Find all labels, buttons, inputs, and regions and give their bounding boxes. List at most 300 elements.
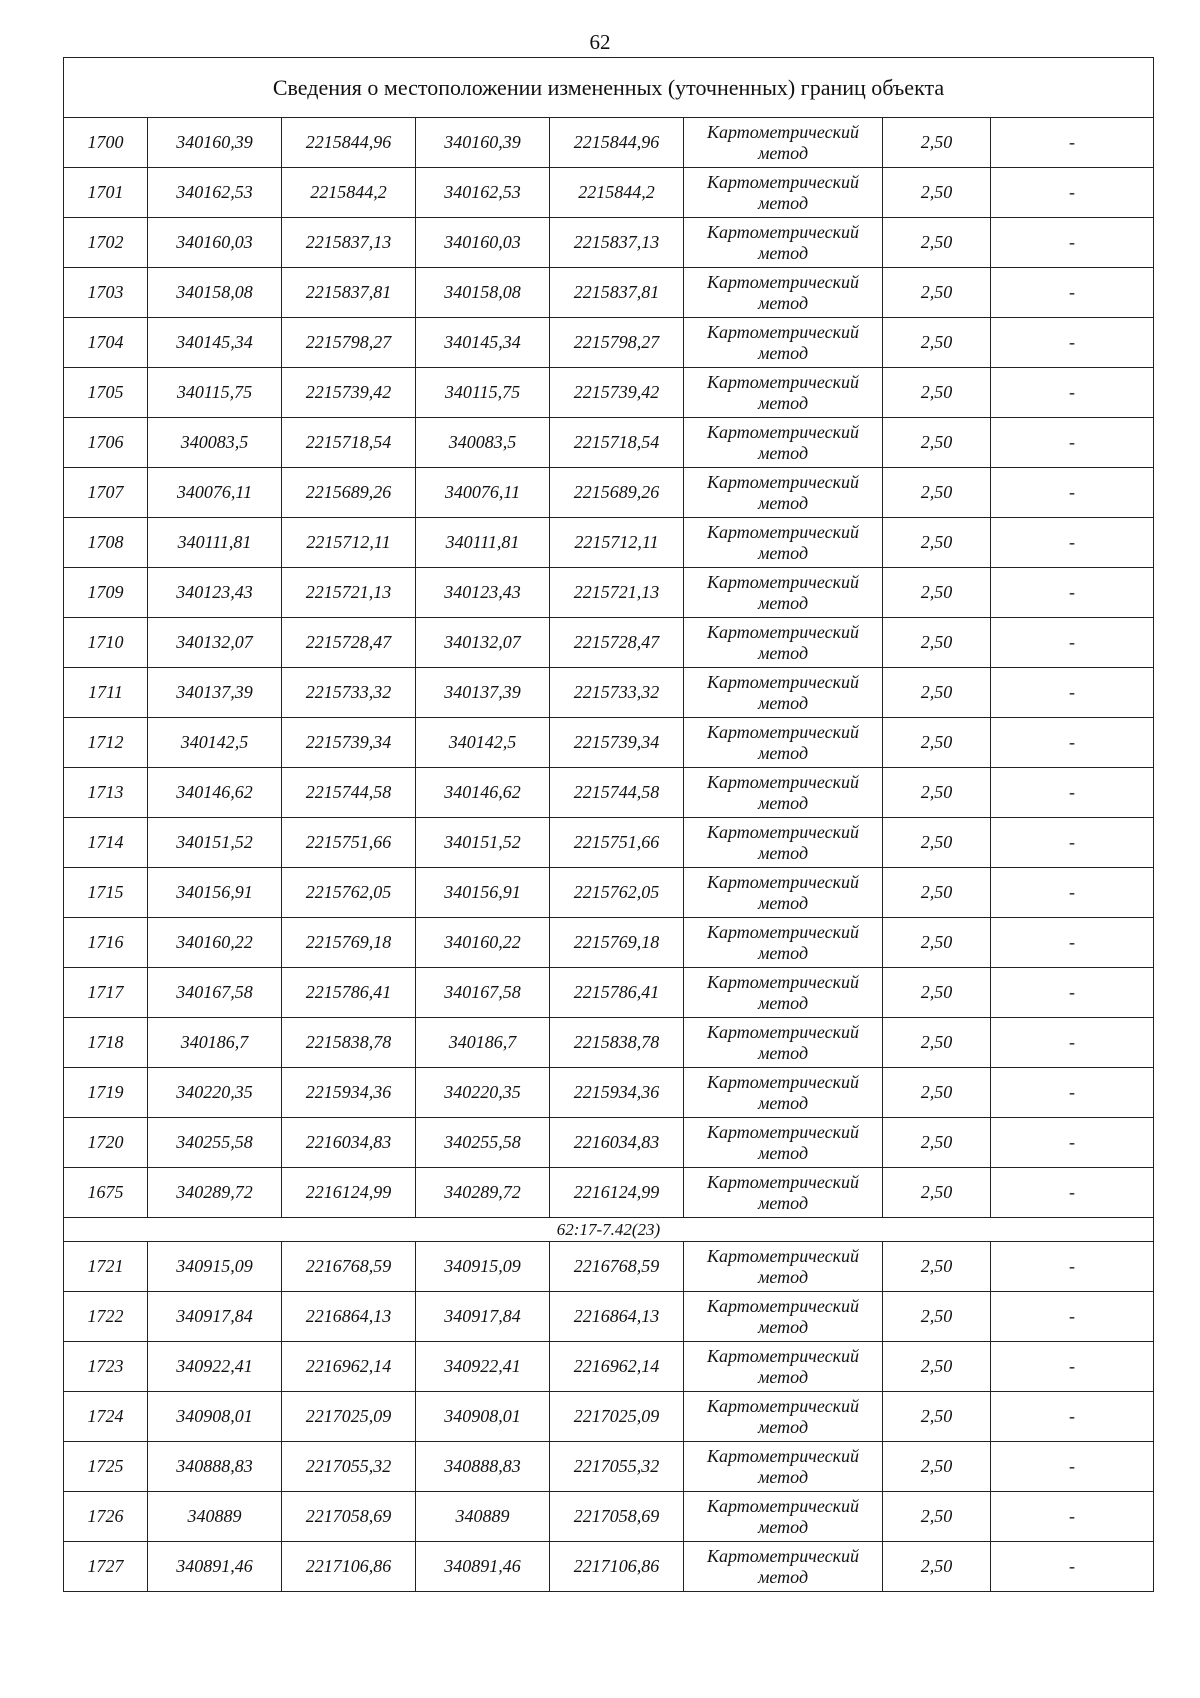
old-x-cell: 340186,7 xyxy=(148,1018,282,1068)
description-cell: - xyxy=(991,968,1154,1018)
new-x-cell: 340162,53 xyxy=(416,168,550,218)
old-y-cell: 2215712,11 xyxy=(282,518,416,568)
accuracy-cell: 2,50 xyxy=(883,468,991,518)
new-x-cell: 340160,22 xyxy=(416,918,550,968)
accuracy-cell: 2,50 xyxy=(883,1242,991,1292)
old-y-cell: 2215718,54 xyxy=(282,418,416,468)
old-y-cell: 2217058,69 xyxy=(282,1492,416,1542)
old-x-cell: 340142,5 xyxy=(148,718,282,768)
point-number-cell: 1718 xyxy=(64,1018,148,1068)
old-x-cell: 340917,84 xyxy=(148,1292,282,1342)
old-y-cell: 2215751,66 xyxy=(282,818,416,868)
new-y-cell: 2216962,14 xyxy=(550,1342,684,1392)
point-number-cell: 1708 xyxy=(64,518,148,568)
accuracy-cell: 2,50 xyxy=(883,868,991,918)
method-cell xyxy=(684,1492,883,1542)
method-line-1: Картометрический xyxy=(706,1121,859,1142)
new-y-cell: 2215837,81 xyxy=(550,268,684,318)
method-line-1: Картометрический xyxy=(706,471,859,492)
method-line-1: Картометрический xyxy=(706,571,859,592)
old-y-cell: 2217055,32 xyxy=(282,1442,416,1492)
old-y-cell: 2216962,14 xyxy=(282,1342,416,1392)
method-line-2: метод xyxy=(757,292,809,313)
description-cell: - xyxy=(991,318,1154,368)
method-line-1: Картометрический xyxy=(706,621,859,642)
old-y-cell: 2215769,18 xyxy=(282,918,416,968)
method-line-2: метод xyxy=(757,742,809,763)
method-line-2: метод xyxy=(757,1466,809,1487)
method-line-2: метод xyxy=(757,1416,809,1437)
description-cell: - xyxy=(991,718,1154,768)
method-cell xyxy=(684,468,883,518)
method-line-1: Картометрический xyxy=(706,1495,859,1516)
accuracy-cell: 2,50 xyxy=(883,218,991,268)
old-y-cell: 2215838,78 xyxy=(282,1018,416,1068)
old-x-cell: 340076,11 xyxy=(148,468,282,518)
table-row xyxy=(64,668,1154,718)
method-line-2: метод xyxy=(757,642,809,663)
description-cell: - xyxy=(991,1068,1154,1118)
old-y-cell: 2216124,99 xyxy=(282,1168,416,1218)
new-x-cell: 340156,91 xyxy=(416,868,550,918)
description-cell: - xyxy=(991,468,1154,518)
table-row xyxy=(64,318,1154,368)
new-y-cell: 2215844,96 xyxy=(550,118,684,168)
accuracy-cell: 2,50 xyxy=(883,1018,991,1068)
table-row xyxy=(64,218,1154,268)
accuracy-cell: 2,50 xyxy=(883,1168,991,1218)
new-x-cell: 340076,11 xyxy=(416,468,550,518)
method-line-1: Картометрический xyxy=(706,1295,859,1316)
method-cell xyxy=(684,1118,883,1168)
point-number-cell: 1727 xyxy=(64,1542,148,1592)
table-row xyxy=(64,368,1154,418)
method-line-1: Картометрический xyxy=(706,171,859,192)
description-cell: - xyxy=(991,1442,1154,1492)
method-line-2: метод xyxy=(757,192,809,213)
new-x-cell: 340123,43 xyxy=(416,568,550,618)
old-y-cell: 2215762,05 xyxy=(282,868,416,918)
new-x-cell: 340142,5 xyxy=(416,718,550,768)
accuracy-cell: 2,50 xyxy=(883,168,991,218)
old-y-cell: 2216864,13 xyxy=(282,1292,416,1342)
method-line-2: метод xyxy=(757,142,809,163)
table-row xyxy=(64,918,1154,968)
accuracy-cell: 2,50 xyxy=(883,818,991,868)
table-row xyxy=(64,168,1154,218)
new-y-cell: 2216768,59 xyxy=(550,1242,684,1292)
new-y-cell: 2215934,36 xyxy=(550,1068,684,1118)
point-number-cell: 1719 xyxy=(64,1068,148,1118)
method-line-1: Картометрический xyxy=(706,221,859,242)
table-row xyxy=(64,1018,1154,1068)
old-y-cell: 2215844,2 xyxy=(282,168,416,218)
table-row xyxy=(64,818,1154,868)
old-x-cell: 340167,58 xyxy=(148,968,282,1018)
point-number-cell: 1710 xyxy=(64,618,148,668)
method-line-2: метод xyxy=(757,942,809,963)
new-x-cell: 340167,58 xyxy=(416,968,550,1018)
old-x-cell: 340255,58 xyxy=(148,1118,282,1168)
old-y-cell: 2217025,09 xyxy=(282,1392,416,1442)
method-cell xyxy=(684,368,883,418)
method-cell xyxy=(684,868,883,918)
new-x-cell: 340186,7 xyxy=(416,1018,550,1068)
old-y-cell: 2215689,26 xyxy=(282,468,416,518)
method-line-1: Картометрический xyxy=(706,1021,859,1042)
method-line-2: метод xyxy=(757,492,809,513)
point-number-cell: 1717 xyxy=(64,968,148,1018)
table-row xyxy=(64,1068,1154,1118)
method-line-1: Картометрический xyxy=(706,771,859,792)
description-cell: - xyxy=(991,118,1154,168)
new-y-cell: 2215744,58 xyxy=(550,768,684,818)
section-label: 62:17-7.42(23) xyxy=(64,1218,1154,1242)
old-x-cell: 340922,41 xyxy=(148,1342,282,1392)
new-y-cell: 2215838,78 xyxy=(550,1018,684,1068)
new-y-cell: 2217025,09 xyxy=(550,1392,684,1442)
method-line-2: метод xyxy=(757,542,809,563)
point-number-cell: 1701 xyxy=(64,168,148,218)
description-cell: - xyxy=(991,1242,1154,1292)
method-line-2: метод xyxy=(757,1516,809,1537)
new-y-cell: 2215728,47 xyxy=(550,618,684,668)
method-line-2: метод xyxy=(757,1566,809,1587)
new-x-cell: 340083,5 xyxy=(416,418,550,468)
new-y-cell: 2216864,13 xyxy=(550,1292,684,1342)
old-y-cell: 2215798,27 xyxy=(282,318,416,368)
old-x-cell: 340162,53 xyxy=(148,168,282,218)
accuracy-cell: 2,50 xyxy=(883,118,991,168)
new-x-cell: 340922,41 xyxy=(416,1342,550,1392)
method-line-2: метод xyxy=(757,992,809,1013)
method-cell xyxy=(684,1292,883,1342)
table-row xyxy=(64,1168,1154,1218)
old-x-cell: 340151,52 xyxy=(148,818,282,868)
point-number-cell: 1707 xyxy=(64,468,148,518)
new-x-cell: 340255,58 xyxy=(416,1118,550,1168)
accuracy-cell: 2,50 xyxy=(883,1542,991,1592)
new-y-cell: 2217055,32 xyxy=(550,1442,684,1492)
point-number-cell: 1713 xyxy=(64,768,148,818)
new-x-cell: 340115,75 xyxy=(416,368,550,418)
method-line-1: Картометрический xyxy=(706,421,859,442)
method-line-1: Картометрический xyxy=(706,371,859,392)
point-number-cell: 1721 xyxy=(64,1242,148,1292)
description-cell: - xyxy=(991,218,1154,268)
method-cell xyxy=(684,668,883,718)
method-line-2: метод xyxy=(757,1366,809,1387)
accuracy-cell: 2,50 xyxy=(883,668,991,718)
method-line-2: метод xyxy=(757,1042,809,1063)
table-row xyxy=(64,968,1154,1018)
method-cell xyxy=(684,618,883,668)
method-line-2: метод xyxy=(757,1266,809,1287)
new-y-cell: 2215837,13 xyxy=(550,218,684,268)
method-line-1: Картометрический xyxy=(706,271,859,292)
old-x-cell: 340160,22 xyxy=(148,918,282,968)
method-cell xyxy=(684,1168,883,1218)
old-x-cell: 340891,46 xyxy=(148,1542,282,1592)
new-y-cell: 2216034,83 xyxy=(550,1118,684,1168)
method-line-2: метод xyxy=(757,442,809,463)
accuracy-cell: 2,50 xyxy=(883,268,991,318)
new-x-cell: 340151,52 xyxy=(416,818,550,868)
new-y-cell: 2215786,41 xyxy=(550,968,684,1018)
description-cell: - xyxy=(991,1342,1154,1392)
method-line-1: Картометрический xyxy=(706,1395,859,1416)
new-x-cell: 340132,07 xyxy=(416,618,550,668)
method-cell xyxy=(684,968,883,1018)
new-y-cell: 2215798,27 xyxy=(550,318,684,368)
method-cell xyxy=(684,568,883,618)
method-cell xyxy=(684,418,883,468)
table-row xyxy=(64,718,1154,768)
accuracy-cell: 2,50 xyxy=(883,418,991,468)
method-line-2: метод xyxy=(757,592,809,613)
table-row xyxy=(64,768,1154,818)
method-cell xyxy=(684,718,883,768)
table-row xyxy=(64,1242,1154,1292)
table-row xyxy=(64,1342,1154,1392)
new-x-cell: 340289,72 xyxy=(416,1168,550,1218)
point-number-cell: 1715 xyxy=(64,868,148,918)
description-cell: - xyxy=(991,1542,1154,1592)
point-number-cell: 1675 xyxy=(64,1168,148,1218)
method-line-2: метод xyxy=(757,1192,809,1213)
point-number-cell: 1723 xyxy=(64,1342,148,1392)
old-y-cell: 2215739,42 xyxy=(282,368,416,418)
accuracy-cell: 2,50 xyxy=(883,1292,991,1342)
old-x-cell: 340888,83 xyxy=(148,1442,282,1492)
old-x-cell: 340156,91 xyxy=(148,868,282,918)
old-y-cell: 2215744,58 xyxy=(282,768,416,818)
method-line-1: Картометрический xyxy=(706,821,859,842)
point-number-cell: 1720 xyxy=(64,1118,148,1168)
method-cell xyxy=(684,168,883,218)
point-number-cell: 1711 xyxy=(64,668,148,718)
new-x-cell: 340908,01 xyxy=(416,1392,550,1442)
old-y-cell: 2215837,81 xyxy=(282,268,416,318)
method-cell xyxy=(684,1068,883,1118)
table-row xyxy=(64,518,1154,568)
accuracy-cell: 2,50 xyxy=(883,768,991,818)
new-x-cell: 340160,39 xyxy=(416,118,550,168)
description-cell: - xyxy=(991,768,1154,818)
old-x-cell: 340111,81 xyxy=(148,518,282,568)
old-y-cell: 2215739,34 xyxy=(282,718,416,768)
old-y-cell: 2215837,13 xyxy=(282,218,416,268)
new-y-cell: 2215769,18 xyxy=(550,918,684,968)
table-row xyxy=(64,468,1154,518)
new-x-cell: 340146,62 xyxy=(416,768,550,818)
method-line-1: Картометрический xyxy=(706,1071,859,1092)
old-y-cell: 2216034,83 xyxy=(282,1118,416,1168)
new-x-cell: 340917,84 xyxy=(416,1292,550,1342)
description-cell: - xyxy=(991,818,1154,868)
accuracy-cell: 2,50 xyxy=(883,518,991,568)
method-cell xyxy=(684,1392,883,1442)
description-cell: - xyxy=(991,918,1154,968)
method-line-2: метод xyxy=(757,792,809,813)
table-row xyxy=(64,1392,1154,1442)
table-row xyxy=(64,1292,1154,1342)
old-y-cell: 2215786,41 xyxy=(282,968,416,1018)
boundary-coordinates-table xyxy=(63,57,1154,1592)
old-x-cell: 340145,34 xyxy=(148,318,282,368)
table-body xyxy=(64,58,1154,1592)
new-x-cell: 340158,08 xyxy=(416,268,550,318)
method-line-2: метод xyxy=(757,392,809,413)
method-line-2: метод xyxy=(757,242,809,263)
point-number-cell: 1712 xyxy=(64,718,148,768)
description-cell: - xyxy=(991,368,1154,418)
old-x-cell: 340115,75 xyxy=(148,368,282,418)
method-line-1: Картометрический xyxy=(706,1345,859,1366)
table-row xyxy=(64,618,1154,668)
description-cell: - xyxy=(991,868,1154,918)
method-line-1: Картометрический xyxy=(706,121,859,142)
accuracy-cell: 2,50 xyxy=(883,1342,991,1392)
old-x-cell: 340160,39 xyxy=(148,118,282,168)
method-line-1: Картометрический xyxy=(706,971,859,992)
method-line-1: Картометрический xyxy=(706,871,859,892)
old-x-cell: 340908,01 xyxy=(148,1392,282,1442)
new-x-cell: 340145,34 xyxy=(416,318,550,368)
method-cell xyxy=(684,818,883,868)
new-y-cell: 2215762,05 xyxy=(550,868,684,918)
method-line-1: Картометрический xyxy=(706,1445,859,1466)
new-y-cell: 2215718,54 xyxy=(550,418,684,468)
old-y-cell: 2215733,32 xyxy=(282,668,416,718)
method-line-2: метод xyxy=(757,1142,809,1163)
new-x-cell: 340111,81 xyxy=(416,518,550,568)
old-x-cell: 340289,72 xyxy=(148,1168,282,1218)
new-x-cell: 340889 xyxy=(416,1492,550,1542)
accuracy-cell: 2,50 xyxy=(883,1492,991,1542)
old-y-cell: 2215721,13 xyxy=(282,568,416,618)
old-x-cell: 340160,03 xyxy=(148,218,282,268)
method-line-2: метод xyxy=(757,892,809,913)
table-row xyxy=(64,568,1154,618)
old-y-cell: 2215728,47 xyxy=(282,618,416,668)
new-y-cell: 2215844,2 xyxy=(550,168,684,218)
new-y-cell: 2217058,69 xyxy=(550,1492,684,1542)
accuracy-cell: 2,50 xyxy=(883,1118,991,1168)
table-title: Сведения о местоположении измененных (уточненных) границ объекта xyxy=(64,58,1154,118)
description-cell: - xyxy=(991,518,1154,568)
section-header-row xyxy=(64,1218,1154,1242)
method-cell xyxy=(684,1242,883,1292)
method-line-1: Картометрический xyxy=(706,321,859,342)
old-x-cell: 340083,5 xyxy=(148,418,282,468)
method-line-1: Картометрический xyxy=(706,721,859,742)
table-row xyxy=(64,1492,1154,1542)
point-number-cell: 1726 xyxy=(64,1492,148,1542)
method-line-1: Картометрический xyxy=(706,1545,859,1566)
method-cell xyxy=(684,1018,883,1068)
method-line-1: Картометрический xyxy=(706,1171,859,1192)
new-x-cell: 340220,35 xyxy=(416,1068,550,1118)
new-y-cell: 2215721,13 xyxy=(550,568,684,618)
old-y-cell: 2215844,96 xyxy=(282,118,416,168)
method-cell xyxy=(684,918,883,968)
method-line-2: метод xyxy=(757,342,809,363)
method-line-1: Картометрический xyxy=(706,671,859,692)
point-number-cell: 1706 xyxy=(64,418,148,468)
new-y-cell: 2215733,32 xyxy=(550,668,684,718)
point-number-cell: 1724 xyxy=(64,1392,148,1442)
method-cell xyxy=(684,1442,883,1492)
method-cell xyxy=(684,1342,883,1392)
description-cell: - xyxy=(991,168,1154,218)
point-number-cell: 1716 xyxy=(64,918,148,968)
method-cell xyxy=(684,518,883,568)
description-cell: - xyxy=(991,568,1154,618)
old-x-cell: 340915,09 xyxy=(148,1242,282,1292)
table-row xyxy=(64,1442,1154,1492)
accuracy-cell: 2,50 xyxy=(883,968,991,1018)
accuracy-cell: 2,50 xyxy=(883,1392,991,1442)
method-line-2: метод xyxy=(757,1316,809,1337)
accuracy-cell: 2,50 xyxy=(883,368,991,418)
old-x-cell: 340158,08 xyxy=(148,268,282,318)
accuracy-cell: 2,50 xyxy=(883,1068,991,1118)
method-line-2: метод xyxy=(757,842,809,863)
method-line-2: метод xyxy=(757,692,809,713)
old-x-cell: 340137,39 xyxy=(148,668,282,718)
new-y-cell: 2215689,26 xyxy=(550,468,684,518)
point-number-cell: 1703 xyxy=(64,268,148,318)
point-number-cell: 1702 xyxy=(64,218,148,268)
page-number: 62 xyxy=(589,30,611,54)
accuracy-cell: 2,50 xyxy=(883,618,991,668)
old-y-cell: 2216768,59 xyxy=(282,1242,416,1292)
point-number-cell: 1709 xyxy=(64,568,148,618)
method-line-2: метод xyxy=(757,1092,809,1113)
description-cell: - xyxy=(991,268,1154,318)
description-cell: - xyxy=(991,1292,1154,1342)
new-x-cell: 340160,03 xyxy=(416,218,550,268)
accuracy-cell: 2,50 xyxy=(883,918,991,968)
point-number-cell: 1722 xyxy=(64,1292,148,1342)
description-cell: - xyxy=(991,418,1154,468)
new-y-cell: 2215751,66 xyxy=(550,818,684,868)
method-line-1: Картометрический xyxy=(706,1245,859,1266)
table-row xyxy=(64,868,1154,918)
method-cell xyxy=(684,1542,883,1592)
point-number-cell: 1714 xyxy=(64,818,148,868)
new-y-cell: 2215739,42 xyxy=(550,368,684,418)
method-cell xyxy=(684,218,883,268)
method-cell xyxy=(684,268,883,318)
new-x-cell: 340137,39 xyxy=(416,668,550,718)
new-y-cell: 2215739,34 xyxy=(550,718,684,768)
description-cell: - xyxy=(991,1168,1154,1218)
new-y-cell: 2215712,11 xyxy=(550,518,684,568)
description-cell: - xyxy=(991,1118,1154,1168)
accuracy-cell: 2,50 xyxy=(883,318,991,368)
accuracy-cell: 2,50 xyxy=(883,568,991,618)
table-row xyxy=(64,1542,1154,1592)
description-cell: - xyxy=(991,1492,1154,1542)
old-x-cell: 340123,43 xyxy=(148,568,282,618)
table-row xyxy=(64,1118,1154,1168)
accuracy-cell: 2,50 xyxy=(883,718,991,768)
accuracy-cell: 2,50 xyxy=(883,1442,991,1492)
old-x-cell: 340132,07 xyxy=(148,618,282,668)
method-cell xyxy=(684,118,883,168)
